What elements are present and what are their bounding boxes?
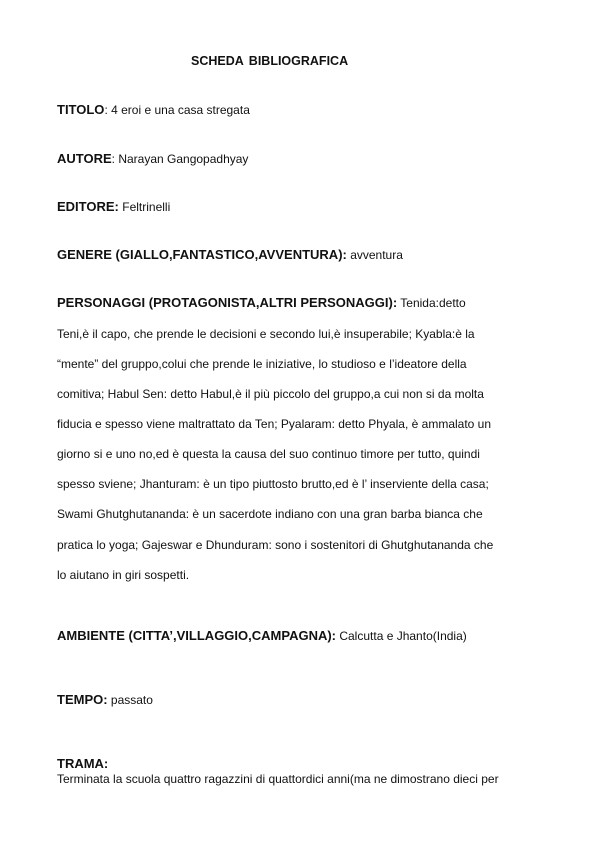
page-title: SCHEDA BIBLIOGRAFICA [191,54,349,68]
field-label: TRAMA: [57,756,109,771]
paragraph-line: Teni,è il capo, che prende le decisioni e secondo lui,è insuperabile; Kyabla:è la [57,327,475,341]
field-separator: : [104,103,112,117]
paragraph-line: Swami Ghutghutananda: è un sacerdote indiano con una gran barba bianca che [57,507,483,521]
field-value: passato [110,693,153,707]
field-value: avventura [350,248,403,262]
field-label: AMBIENTE (CITTA’,VILLAGGIO,CAMPAGNA): [57,628,336,643]
paragraph-line: spesso sviene; Jhanturam: è un tipo piuttosto brutto,ed è l’ inserviente della casa; [57,477,489,491]
paragraph-line: “mente” del gruppo,colui che prende le iniziative, lo studioso e l’ideatore della [57,357,467,371]
field-autore [57,151,248,167]
field-label: GENERE (GIALLO,FANTASTICO,AVVENTURA): [57,247,347,262]
field-genere [57,247,403,263]
field-value: Feltrinelli [122,200,171,214]
field-label: TITOLO [57,102,105,117]
field-label: PERSONAGGI (PROTAGONISTA,ALTRI PERSONAGGI): [57,295,398,310]
paragraph-line: pratica lo yoga; Gajeswar e Dhunduram: sono i sostenitori di Ghutghutananda che [57,538,494,552]
field-label: TEMPO: [57,692,108,707]
field-separator: : [111,152,119,166]
field-value: Calcutta e Jhanto(India) [339,629,467,643]
paragraph-line: lo aiutano in giri sospetti. [57,568,190,582]
field-titolo [57,102,250,118]
field-editore [57,199,170,215]
field-value: 4 eroi e una casa stregata [111,103,250,117]
paragraph-line: giorno si e uno no,ed è questa la causa del suo continuo timore per tutto, quindi [57,447,480,461]
field-label: AUTORE [57,151,112,166]
trama-text: Terminata la scuola quattro ragazzini di quattordici anni(ma ne dimostrano dieci per [57,772,499,786]
field-value: Narayan Gangopadhyay [118,152,249,166]
field-ambiente [57,628,467,644]
field-tempo [57,692,153,708]
field-label: EDITORE: [57,199,119,214]
field-trama [57,756,108,772]
field-personaggi [57,295,466,311]
paragraph-line: fiducia e spesso viene maltrattato da Ten; Pyalaram: detto Phyala, è ammalato un [57,417,492,431]
paragraph-line: comitiva; Habul Sen: detto Habul,è il più piccolo del gruppo,a cui non si da molta [57,387,484,401]
field-value: Tenida:detto [400,296,466,310]
